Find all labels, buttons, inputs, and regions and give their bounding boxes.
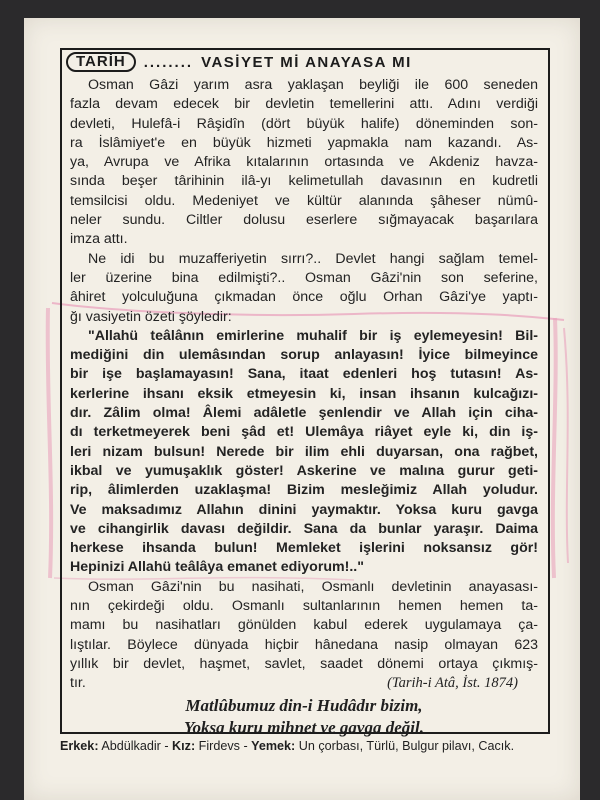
paragraph-line: fazla devam edecek bir devletin temellerini attı. Adını verdiği xyxy=(70,96,538,113)
paragraph-line: ra İslâmiyet'e en büyük hizmeti yapmakla nam kazandı. As- xyxy=(70,134,538,151)
paragraph-line: Osman Gâzi yarım asra yaklaşan beyliği ile 600 seneden xyxy=(88,77,538,93)
quote-line: dır. Zâlim olma! Âlemi adâletle şenlendir ve Allah için ciha- xyxy=(70,405,538,422)
paragraph-line: mamı bu nasihatları gönülden kabul ederek uygulamaya ça- xyxy=(70,617,538,634)
source-line xyxy=(70,674,538,693)
source-citation: (Tarih-i Atâ, İst. 1874) xyxy=(387,675,518,692)
footer-yemek-value: Un çorbası, Türlü, Bulgur pilavı, Cacık. xyxy=(298,739,515,753)
quote-line: ve cihangirlik davası değildir. Sana da bunlar yaraşır. Daima xyxy=(70,520,538,537)
calendar-page xyxy=(24,18,580,800)
quote-line: dı terketmeyerek beni şâd et! Ulemâya riâyet eyle ki, din iş- xyxy=(70,424,538,441)
article-headline: VASİYET Mİ ANAYASA MI xyxy=(201,53,412,71)
footer-separator: - xyxy=(243,739,248,753)
quote-line: bir işe başlamayasın! Sana, itaat edenleri hoş tutasın! As- xyxy=(70,366,538,383)
footer-kiz-value: Firdevs xyxy=(198,739,240,753)
quote-line: mediğini din ulemâsından sorup anlayasın! İyice bilmeyince xyxy=(70,347,538,364)
footer-erkek-value: Abdülkadir xyxy=(101,739,161,753)
paragraph-line: Osman Gâzi'nin bu nasihati, Osmanlı devletinin anayasası- xyxy=(88,578,538,595)
header-dots: ........ xyxy=(143,53,194,71)
footer-separator: - xyxy=(164,739,169,753)
paragraph-line: âhiret yolculuğuna çıkmadan önce oğlu Orhan Gâzi'ye yaptı- xyxy=(70,289,538,306)
paragraph-line: temsilcisi oldu. Medeniyet ve kültür alanında şâheser nümû- xyxy=(70,192,538,209)
category-tag: TARİH xyxy=(66,52,136,72)
quote-line: rip, âlimlerden uzaklaşma! Bizim mesleğimiz Allah yoludur. xyxy=(70,482,538,499)
verse-line-2: Yoksa kuru mihnet ve gavga değil. xyxy=(184,717,424,737)
footer-erkek-label: Erkek: xyxy=(60,739,99,753)
quote-line: kerlerine ihsanı eksik etmeyesin ki, insan ihsanın kulcağızı- xyxy=(70,385,538,402)
quote-line: leri nizam bulsun! Nerede bir ilim ehli duyarsan, ona rağbet, xyxy=(70,443,538,460)
verse-line-1: Matlûbumuz din-i Hudâdır bizim, xyxy=(185,695,423,715)
paragraph-container xyxy=(70,76,538,674)
article-frame xyxy=(60,48,550,737)
paragraph-line: ğı vasiyetin özeti şöyledir: xyxy=(70,308,232,325)
paragraph-line: lıştılar. Böylece dünyada hiçbir hânedana nasip olmayan 623 xyxy=(70,636,538,653)
daily-footer xyxy=(60,739,560,753)
paragraph-line: neler sundu. Ciltler dolusu eserlere sığmayacak başarılara xyxy=(70,212,538,229)
article-body xyxy=(62,76,548,738)
paragraph-line: nın çekirdeği oldu. Osmanlı sultanlarının hemen hemen ta- xyxy=(70,598,538,615)
quote-line: herkese ihsanda bulun! Memleket işlerini noksansız gör! xyxy=(70,540,538,557)
quote-line: Hepinizi Allahü teâlâya emanet ediyorum!.." xyxy=(70,559,364,576)
article-header xyxy=(62,50,548,74)
paragraph-line: yıllık bir devlet, haşmet, savlet, saadet dönemi ortaya çıkmış- xyxy=(70,655,538,672)
quote-line: Ve maksadımız Allahın dinini yaymaktır. Yoksa kuru gavga xyxy=(70,501,538,518)
paragraph-line: Ne idi bu muzafferiyetin sırrı?.. Devlet hangi sağlam temel- xyxy=(88,250,538,267)
paragraph-line: ya, Avrupa ve Afrika kıtalarının ortasında ve Akdeniz havza- xyxy=(70,154,538,171)
footer-yemek-label: Yemek: xyxy=(251,739,296,753)
footer-kiz-label: Kız: xyxy=(172,739,196,753)
quote-line: ikbal ve yumuşaklık göster! Askerine ve malına gurur geti- xyxy=(70,462,538,479)
last-line: tır. xyxy=(70,675,86,692)
paragraph-line: ler üzerine bina edilmişti?.. Osman Gâzi'nin son seferine, xyxy=(70,269,538,286)
paragraph-line: devleti, Hulefâ-i Râşidîn (dört büyük halife) döneminden son- xyxy=(70,115,538,132)
paragraph-line: sında beşer târihinin ilâ-yı kelimetullah davasının en kudretli xyxy=(70,173,538,190)
paragraph-line: imza attı. xyxy=(70,231,128,248)
quote-line: "Allahü teâlânın emirlerine muhalif bir iş eylemeyesin! Bil- xyxy=(88,327,538,344)
